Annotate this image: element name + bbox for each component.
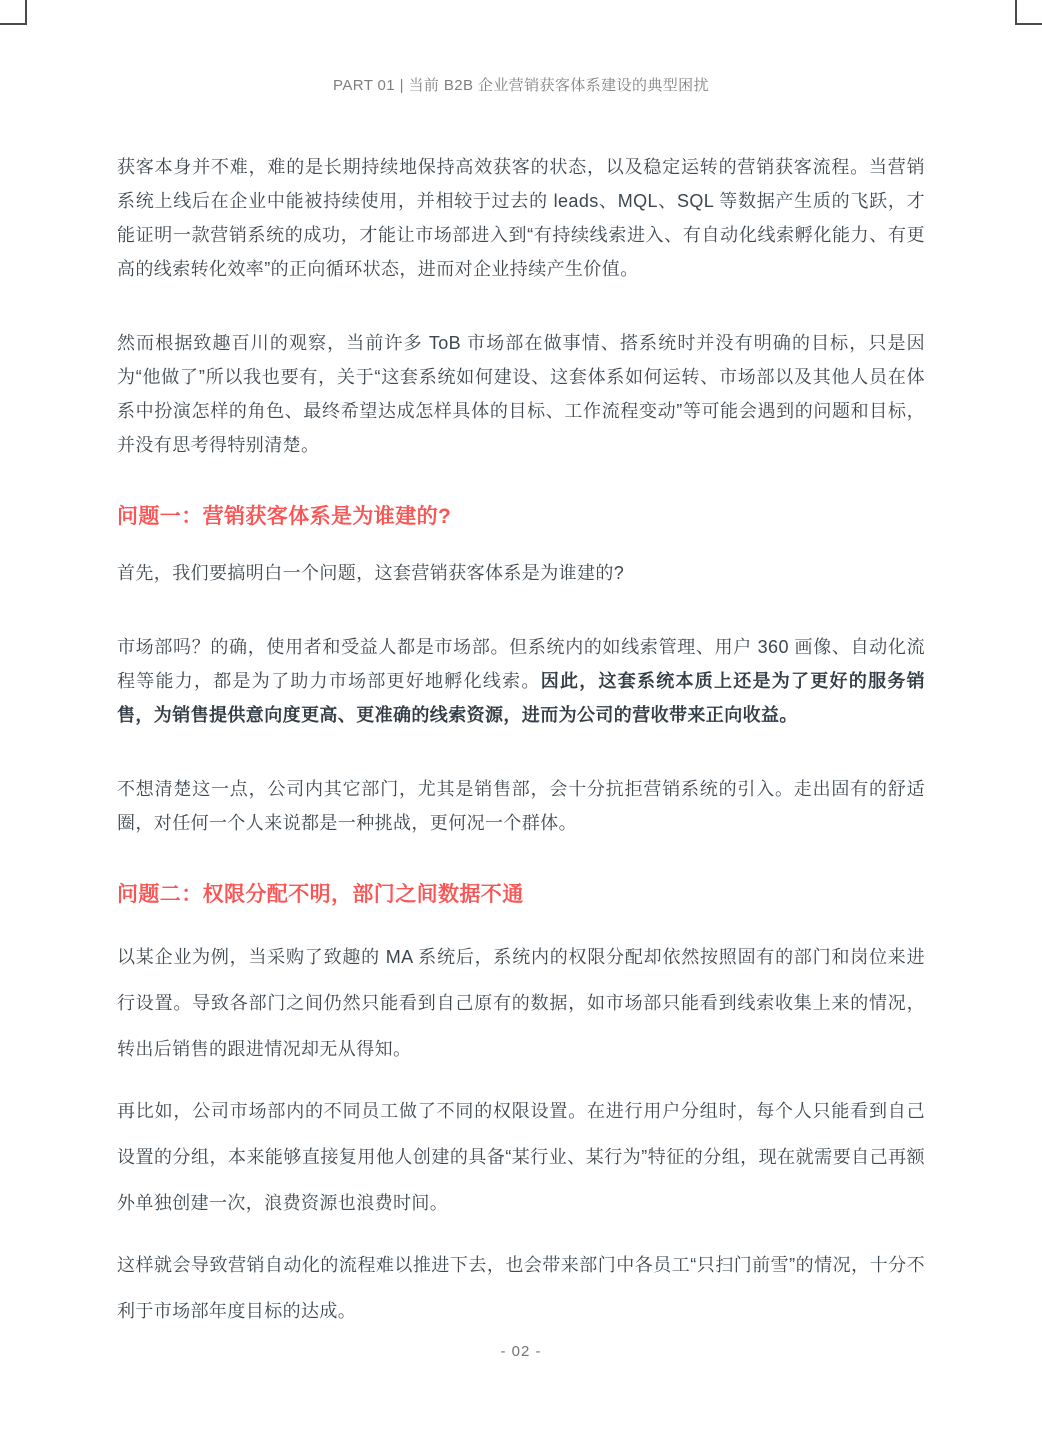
paragraph-marketing-vs-sales-normal: 市场部吗？的确，使用者和受益人都是市场部。但系统内的如线索管理、用户 360 画像、自动化流程等能力，都是为了助力市场部更好地孵化线索。 [117,637,925,691]
section-heading-question-1: 问题一：营销获客体系是为谁建的? [117,505,452,528]
paragraph-resistance: 不想清楚这一点，公司内其它部门，尤其是销售部，会十分抗拒营销系统的引入。走出固有的舒适圈，对任何一个人来说都是一种挑战，更何况一个群体。 [117,779,925,833]
paragraph-acquisition-intro: 获客本身并不难，难的是长期持续地保持高效获客的状态，以及稳定运转的营销获客流程。当营销系统上线后在企业中能被持续使用，并相较于过去的 leads、MQL、SQL 等数据产生质的飞跃，才能证明一款营销系统的成功，才能让市场部进入到“有持续线索进入、有自动化线索孵化能力、有更高的线索转化效率”的正向循环状态，进而对企业持续产生价值。 [117,157,925,279]
paragraph-permission-example: 以某企业为例，当采购了致趣的 MA 系统后，系统内的权限分配却依然按照固有的部门和岗位来进行设置。导致各部门之间仍然只能看到自己原有的数据，如市场部只能看到线索收集上来的情况，转出后销售的跟进情况却无从得知。 [117,947,925,1059]
running-header [0,74,1042,95]
paragraph-marketing-vs-sales [117,630,925,732]
crop-mark-top-right-icon [1015,0,1042,25]
paragraph-observation: 然而根据致趣百川的观察，当前许多 ToB 市场部在做事情、搭系统时并没有明确的目标，只是因为“他做了”所以我也要有，关于“这套系统如何建设、这套体系如何运转、市场部以及其他人员在体系中扮演怎样的角色、最终希望达成怎样具体的目标、工作流程变动”等可能会遇到的问题和目标，并没有思考得特别清楚。 [117,333,925,455]
section-heading-question-2: 问题二：权限分配不明，部门之间数据不通 [117,883,524,906]
article-body [117,150,925,1350]
crop-mark-top-left-icon [0,0,27,25]
paragraph-who-is-it-for: 首先，我们要搞明白一个问题，这套营销获客体系是为谁建的? [117,563,625,583]
page-number: - 02 - [500,1343,542,1360]
running-header-text: PART 01 | 当前 B2B 企业营销获客体系建设的典型困扰 [333,77,709,94]
paragraph-user-grouping: 再比如，公司市场部内的不同员工做了不同的权限设置。在进行用户分组时，每个人只能看到自己设置的分组，本来能够直接复用他人创建的具备“某行业、某行为”特征的分组，现在就需要自己再额外单独创建一次，浪费资源也浪费时间。 [117,1101,925,1213]
paragraph-marketing-vs-sales-bold: 因此，这套系统本质上还是为了更好的服务销售，为销售提供意向度更高、更准确的线索资源，进而为公司的营收带来正向收益。 [117,671,925,725]
page-footer [0,1343,1042,1360]
paragraph-consequence: 这样就会导致营销自动化的流程难以推进下去，也会带来部门中各员工“只扫门前雪”的情况，十分不利于市场部年度目标的达成。 [117,1255,925,1321]
